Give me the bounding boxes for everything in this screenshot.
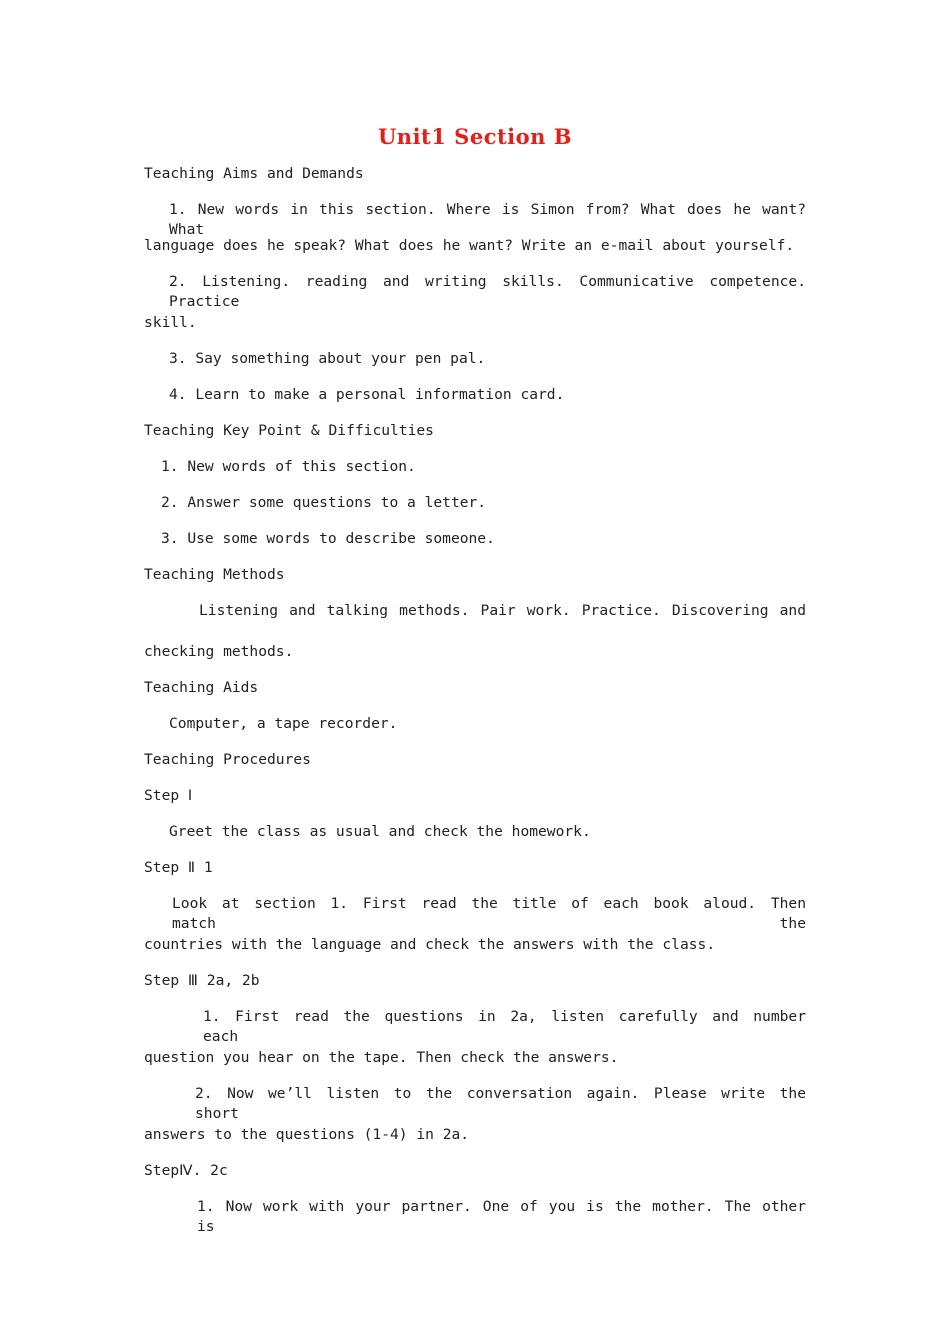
aims-item-3: 3. Say something about your pen pal. — [169, 350, 486, 367]
document-title: Unit1 Section B — [377, 124, 572, 149]
step-4-item-1-line-1: 1. Now work with your partner. One of you is the mother. The other is — [197, 1198, 806, 1235]
key-point-item-3: 3. Use some words to describe someone. — [161, 530, 495, 547]
step-3-item-2-line-1: 2. Now we’ll listen to the conversation again. Please write the short — [195, 1085, 806, 1122]
step-2-line-1: Look at section 1. First read the title of each book aloud. Then match the — [172, 895, 806, 932]
heading-teaching-aids: Teaching Aids — [144, 679, 259, 696]
heading-teaching-procedures: Teaching Procedures — [144, 751, 311, 768]
aims-item-4: 4. Learn to make a personal information card. — [169, 386, 565, 403]
aims-item-2-line-1: 2. Listening. reading and writing skills. Communicative competence. Practice — [169, 273, 806, 310]
step-2-line-2: countries with the language and check the answers with the class. — [144, 936, 716, 953]
step-3-item-2-line-2: answers to the questions (1-4) in 2a. — [144, 1126, 470, 1143]
step-3-item-1-line-1: 1. First read the questions in 2a, listen carefully and number each — [203, 1008, 806, 1045]
aims-item-1-line-2: language does he speak? What does he want? Write an e-mail about yourself. — [144, 237, 795, 254]
key-point-item-2: 2. Answer some questions to a letter. — [161, 494, 487, 511]
step-1-heading: Step Ⅰ — [144, 787, 193, 804]
step-2-heading: Step Ⅱ 1 — [144, 859, 213, 876]
aims-item-2-line-2: skill. — [144, 314, 197, 331]
step-1-text: Greet the class as usual and check the homework. — [169, 823, 591, 840]
step-3-item-1-line-2: question you hear on the tape. Then check the answers. — [144, 1049, 619, 1066]
methods-line-1: Listening and talking methods. Pair work. Practice. Discovering and — [199, 602, 806, 619]
methods-line-2: checking methods. — [144, 643, 294, 660]
aims-item-1-line-1: 1. New words in this section. Where is Simon from? What does he want? What — [169, 201, 806, 238]
heading-teaching-methods: Teaching Methods — [144, 566, 285, 583]
key-point-item-1: 1. New words of this section. — [161, 458, 416, 475]
step-4-heading: StepⅣ. 2c — [144, 1162, 228, 1179]
heading-teaching-aims: Teaching Aims and Demands — [144, 165, 364, 182]
aids-line: Computer, a tape recorder. — [169, 715, 398, 732]
heading-key-points: Teaching Key Point & Difficulties — [144, 422, 434, 439]
step-3-heading: Step Ⅲ 2a, 2b — [144, 972, 260, 989]
